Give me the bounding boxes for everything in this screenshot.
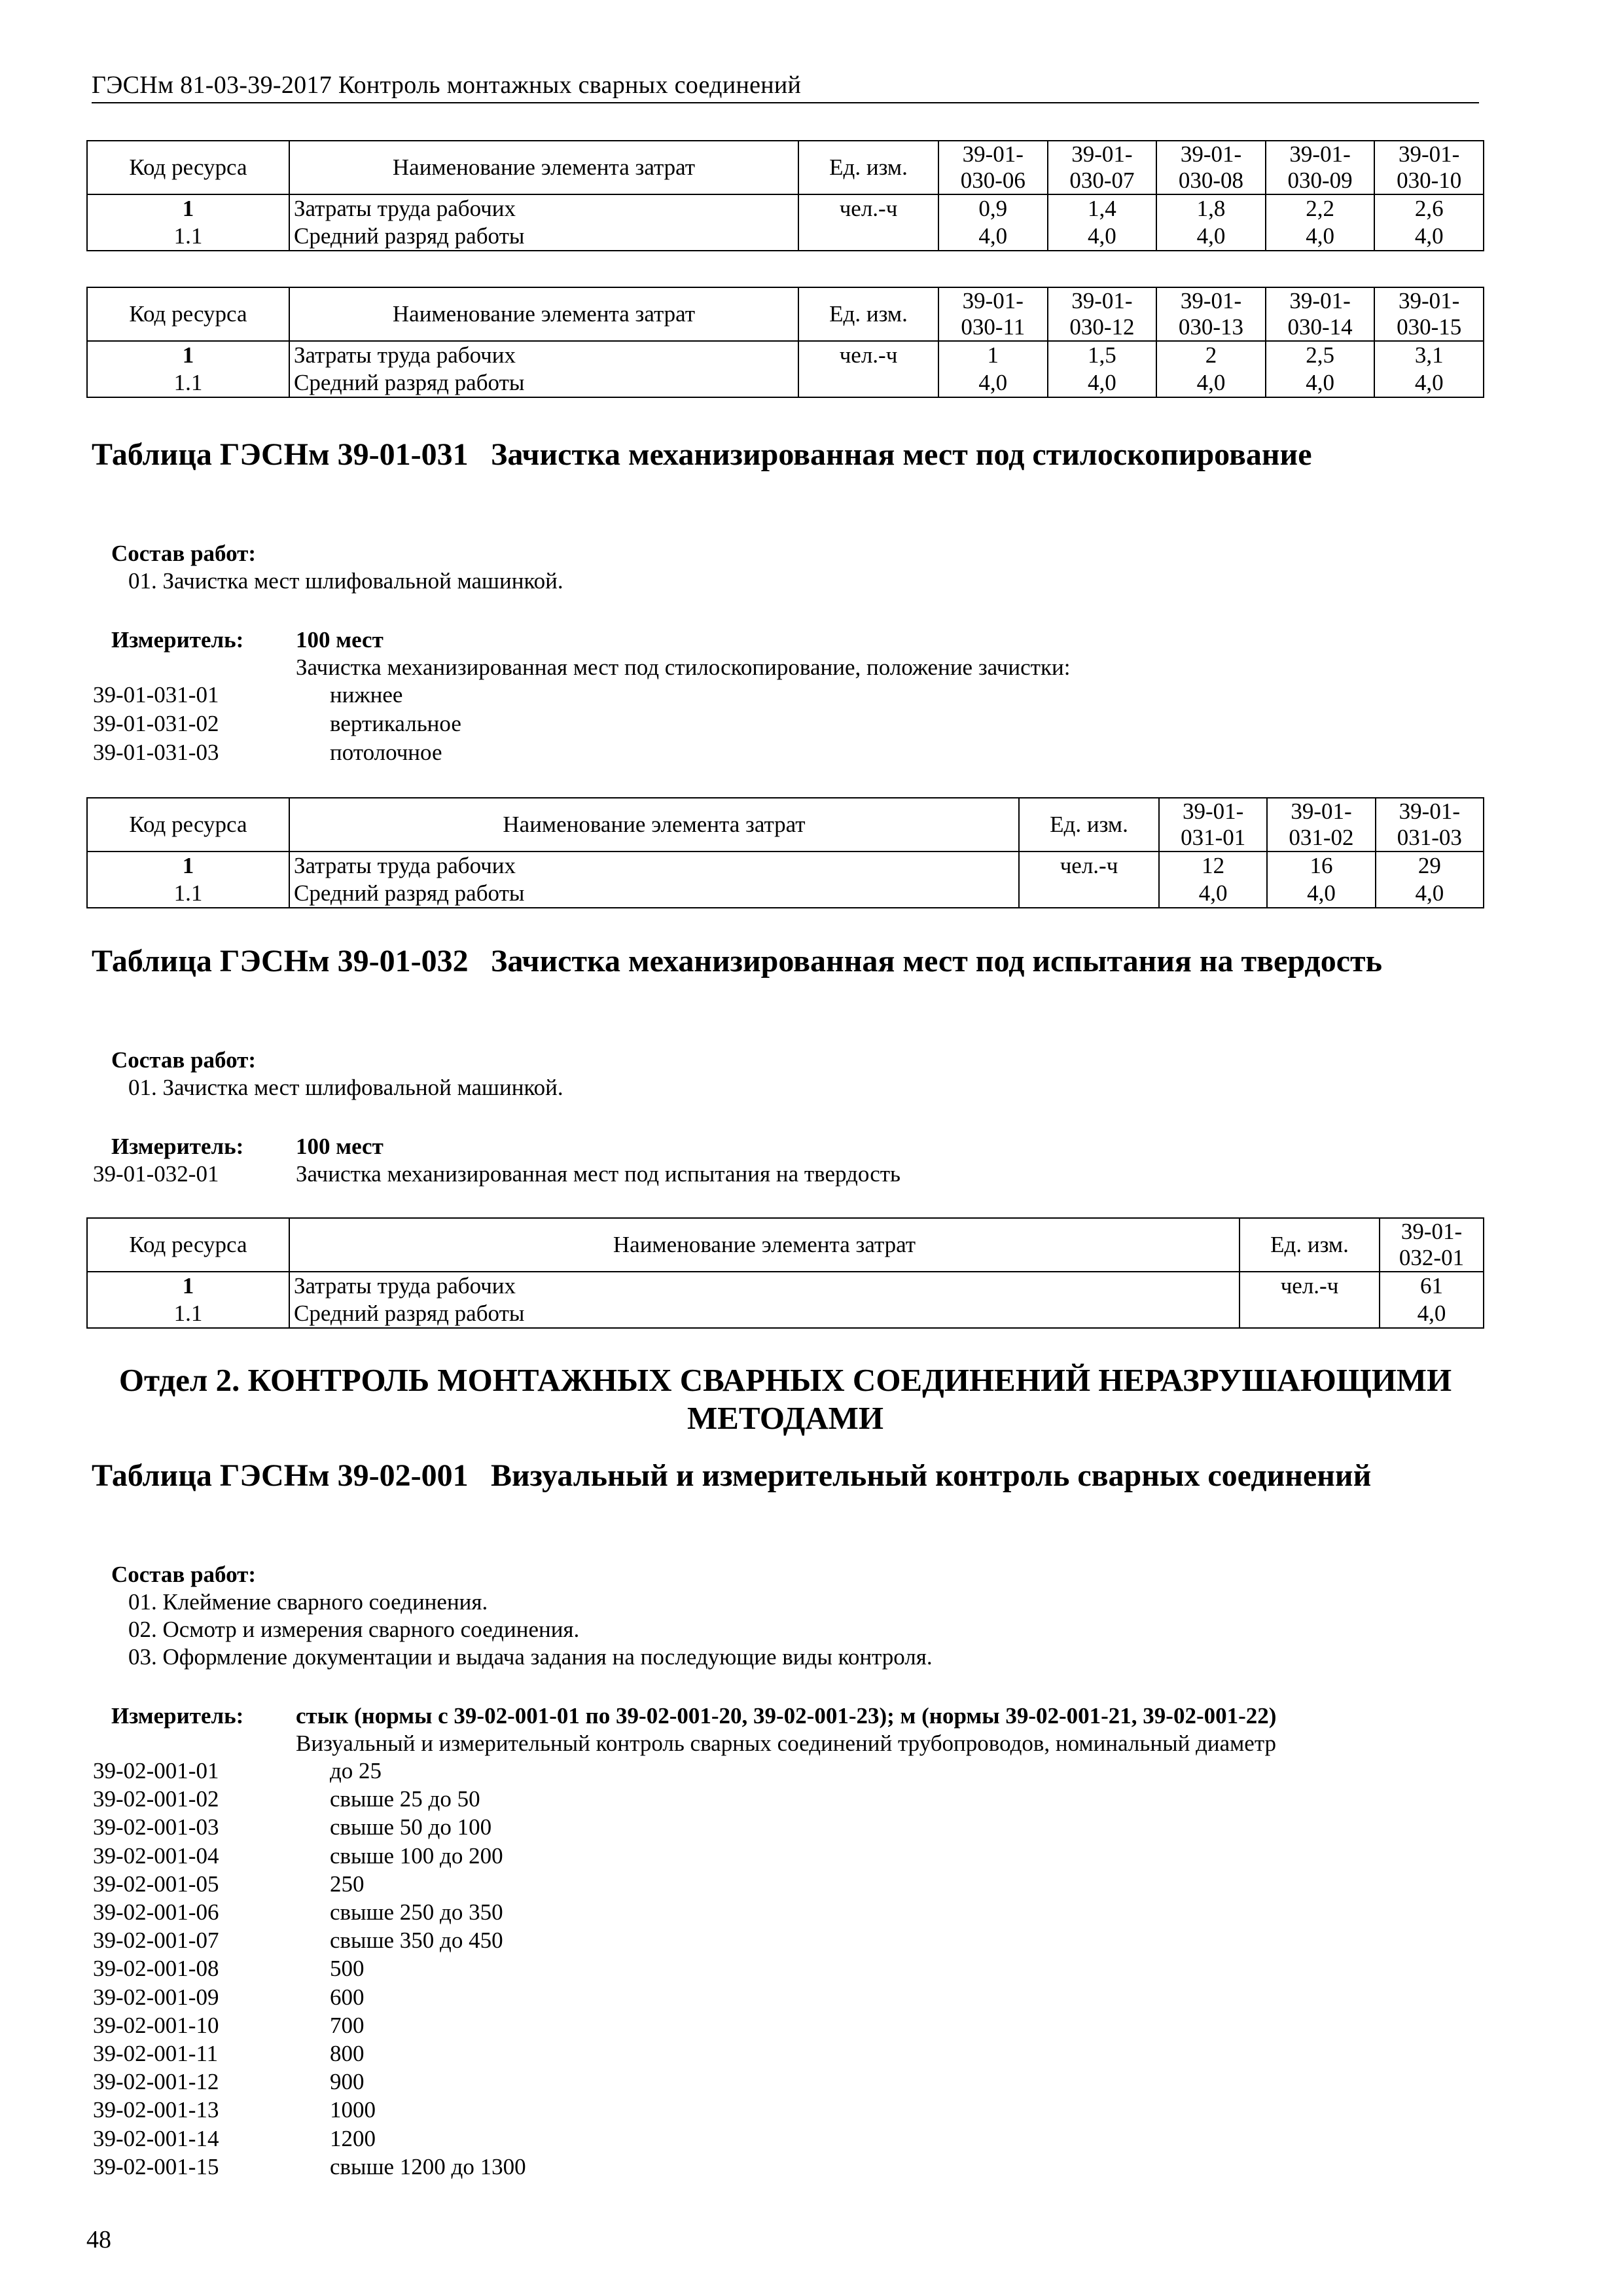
cell-value: 2,6 bbox=[1374, 194, 1484, 223]
cell-value: 2,5 bbox=[1266, 341, 1375, 369]
position-description: Визуальный и измерительный контроль сварных соединений трубопроводов, номинальный диаметр bbox=[296, 1731, 1277, 1756]
cell-value: 4,0 bbox=[1376, 880, 1484, 908]
position-name: 1200 bbox=[330, 2126, 376, 2151]
position-name: потолочное bbox=[330, 740, 442, 765]
position-name: свыше 250 до 350 bbox=[330, 1899, 503, 1925]
col-header-unit: Ед. изм. bbox=[798, 287, 938, 341]
measure-label: Измеритель: bbox=[111, 1134, 244, 1159]
col-header-norm: 39-01-030-06 bbox=[938, 141, 1048, 194]
cell-value: 4,0 bbox=[1266, 369, 1375, 397]
cell-value: 4,0 bbox=[1380, 1300, 1484, 1328]
table-header-row bbox=[87, 1218, 1484, 1272]
cell-unit-empty bbox=[1019, 880, 1159, 908]
position-name: 700 bbox=[330, 2013, 365, 2038]
col-header-norm: 39-01-031-01 bbox=[1159, 798, 1267, 852]
cell-value: 29 bbox=[1376, 852, 1484, 880]
col-header-code: Код ресурса bbox=[87, 1218, 289, 1272]
cell-code: 1 bbox=[87, 341, 289, 369]
section-title-032 bbox=[92, 942, 1486, 980]
work-item: 02. Осмотр и измерения сварного соединения. bbox=[128, 1617, 580, 1642]
position-name: свыше 350 до 450 bbox=[330, 1928, 503, 1953]
table-row-labour bbox=[87, 1272, 1484, 1300]
table-header-row bbox=[87, 798, 1484, 852]
cell-code: 1.1 bbox=[87, 1300, 289, 1328]
cell-code: 1.1 bbox=[87, 223, 289, 251]
position-name: 250 bbox=[330, 1871, 365, 1897]
cell-unit: чел.-ч bbox=[1240, 1272, 1380, 1300]
table-header-row bbox=[87, 287, 1484, 341]
cell-code: 1 bbox=[87, 194, 289, 223]
work-composition-label: Состав работ: bbox=[111, 541, 256, 566]
cell-value: 4,0 bbox=[1374, 369, 1484, 397]
table-row-grade bbox=[87, 1300, 1484, 1328]
col-header-name: Наименование элемента затрат bbox=[289, 1218, 1240, 1272]
cell-value: 4,0 bbox=[1156, 223, 1266, 251]
position-code: 39-02-001-11 bbox=[93, 2041, 219, 2066]
section-code: Таблица ГЭСНм 39-02-001 bbox=[92, 1458, 469, 1493]
work-item: 01. Зачистка мест шлифовальной машинкой. bbox=[128, 1075, 563, 1100]
position-description: Зачистка механизированная мест под стилоскопирование, положение зачистки: bbox=[296, 655, 1071, 680]
position-name: свыше 50 до 100 bbox=[330, 1814, 492, 1840]
running-header: ГЭСНм 81-03-39-2017 Контроль монтажных сварных соединений bbox=[92, 71, 1479, 103]
measure-value: 100 мест bbox=[296, 627, 383, 653]
col-header-norm: 39-01-030-10 bbox=[1374, 141, 1484, 194]
cell-value: 1,4 bbox=[1048, 194, 1157, 223]
cell-unit: чел.-ч bbox=[798, 341, 938, 369]
section-title-031 bbox=[92, 436, 1486, 474]
cell-value: 4,0 bbox=[1159, 880, 1267, 908]
position-name: Зачистка механизированная мест под испытания на твердость bbox=[296, 1161, 901, 1187]
position-name: до 25 bbox=[330, 1758, 382, 1784]
position-code: 39-02-001-01 bbox=[93, 1758, 219, 1784]
col-header-norm: 39-01-030-15 bbox=[1374, 287, 1484, 341]
resource-table-030-11-15 bbox=[86, 287, 1484, 398]
position-code: 39-01-031-01 bbox=[93, 682, 219, 708]
cell-value: 4,0 bbox=[1267, 880, 1375, 908]
col-header-norm: 39-01-030-08 bbox=[1156, 141, 1266, 194]
col-header-name: Наименование элемента затрат bbox=[289, 141, 798, 194]
col-header-norm: 39-01-030-07 bbox=[1048, 141, 1157, 194]
col-header-code: Код ресурса bbox=[87, 798, 289, 852]
cell-value: 4,0 bbox=[1156, 369, 1266, 397]
position-name: 500 bbox=[330, 1956, 365, 1981]
measure-value: 100 мест bbox=[296, 1134, 383, 1159]
resource-table-031 bbox=[86, 797, 1484, 908]
position-code: 39-02-001-02 bbox=[93, 1786, 219, 1812]
position-name: 800 bbox=[330, 2041, 365, 2066]
section-name: Зачистка механизированная мест под стилоскопирование bbox=[491, 437, 1312, 472]
section-name: Визуальный и измерительный контроль сварных соединений bbox=[491, 1458, 1372, 1493]
table-row-labour bbox=[87, 852, 1484, 880]
cell-value: 0,9 bbox=[938, 194, 1048, 223]
cell-unit-empty bbox=[798, 369, 938, 397]
col-header-name: Наименование элемента затрат bbox=[289, 798, 1019, 852]
position-name: нижнее bbox=[330, 682, 403, 708]
col-header-unit: Ед. изм. bbox=[798, 141, 938, 194]
col-header-code: Код ресурса bbox=[87, 141, 289, 194]
position-code: 39-02-001-14 bbox=[93, 2126, 219, 2151]
table-header-row bbox=[87, 141, 1484, 194]
section-code: Таблица ГЭСНм 39-01-031 bbox=[92, 437, 469, 472]
col-header-norm: 39-01-030-09 bbox=[1266, 141, 1375, 194]
position-code: 39-02-001-08 bbox=[93, 1956, 219, 1981]
cell-name: Средний разряд работы bbox=[289, 223, 798, 251]
position-code: 39-02-001-15 bbox=[93, 2154, 219, 2179]
position-code: 39-02-001-10 bbox=[93, 2013, 219, 2038]
measure-label: Измеритель: bbox=[111, 627, 244, 653]
position-code: 39-01-031-03 bbox=[93, 740, 219, 765]
col-header-norm: 39-01-030-12 bbox=[1048, 287, 1157, 341]
position-name: свыше 25 до 50 bbox=[330, 1786, 480, 1812]
cell-value: 4,0 bbox=[1048, 369, 1157, 397]
work-composition-label: Состав работ: bbox=[111, 1562, 256, 1587]
cell-name: Средний разряд работы bbox=[289, 880, 1019, 908]
work-item: 01. Зачистка мест шлифовальной машинкой. bbox=[128, 568, 563, 594]
measure-value: стык (нормы с 39-02-001-01 по 39-02-001-20, 39-02-001-23); м (нормы 39-02-001-21, 39-02-001-22) bbox=[296, 1703, 1277, 1729]
section-name: Зачистка механизированная мест под испытания на твердость bbox=[491, 944, 1382, 978]
position-code: 39-02-001-06 bbox=[93, 1899, 219, 1925]
table-row-grade bbox=[87, 369, 1484, 397]
page-number: 48 bbox=[86, 2226, 111, 2253]
department-heading: Отдел 2. КОНТРОЛЬ МОНТАЖНЫХ СВАРНЫХ СОЕДИНЕНИЙ НЕРАЗРУШАЮЩИМИ МЕТОДАМИ bbox=[118, 1362, 1452, 1436]
cell-name: Затраты труда рабочих bbox=[289, 852, 1019, 880]
cell-name: Затраты труда рабочих bbox=[289, 1272, 1240, 1300]
col-header-norm: 39-01-030-13 bbox=[1156, 287, 1266, 341]
cell-code: 1.1 bbox=[87, 369, 289, 397]
work-item: 03. Оформление документации и выдача задания на последующие виды контроля. bbox=[128, 1644, 933, 1670]
position-code: 39-02-001-12 bbox=[93, 2069, 219, 2094]
resource-table-032 bbox=[86, 1217, 1484, 1329]
col-header-norm: 39-01-031-03 bbox=[1376, 798, 1484, 852]
position-code: 39-02-001-13 bbox=[93, 2097, 219, 2123]
col-header-norm: 39-01-030-14 bbox=[1266, 287, 1375, 341]
position-name: свыше 100 до 200 bbox=[330, 1843, 503, 1869]
cell-value: 1,8 bbox=[1156, 194, 1266, 223]
section-code: Таблица ГЭСНм 39-01-032 bbox=[92, 944, 469, 978]
table-row-grade bbox=[87, 223, 1484, 251]
cell-unit: чел.-ч bbox=[798, 194, 938, 223]
table-row-grade bbox=[87, 880, 1484, 908]
table-row-labour bbox=[87, 341, 1484, 369]
table-row-labour bbox=[87, 194, 1484, 223]
cell-code: 1 bbox=[87, 852, 289, 880]
col-header-unit: Ед. изм. bbox=[1240, 1218, 1380, 1272]
position-name: 900 bbox=[330, 2069, 365, 2094]
position-name: свыше 1200 до 1300 bbox=[330, 2154, 526, 2179]
work-item: 01. Клеймение сварного соединения. bbox=[128, 1589, 488, 1615]
col-header-norm: 39-01-032-01 bbox=[1380, 1218, 1484, 1272]
position-code: 39-02-001-05 bbox=[93, 1871, 219, 1897]
cell-value: 2,2 bbox=[1266, 194, 1375, 223]
cell-name: Средний разряд работы bbox=[289, 1300, 1240, 1328]
cell-value: 4,0 bbox=[1374, 223, 1484, 251]
cell-unit: чел.-ч bbox=[1019, 852, 1159, 880]
position-code: 39-02-001-07 bbox=[93, 1928, 219, 1953]
work-composition-label: Состав работ: bbox=[111, 1047, 256, 1073]
cell-name: Затраты труда рабочих bbox=[289, 194, 798, 223]
position-code: 39-02-001-09 bbox=[93, 1984, 219, 2010]
position-name: вертикальное bbox=[330, 711, 461, 736]
cell-value: 4,0 bbox=[1048, 223, 1157, 251]
position-code: 39-01-032-01 bbox=[93, 1161, 219, 1187]
col-header-name: Наименование элемента затрат bbox=[289, 287, 798, 341]
cell-value: 61 bbox=[1380, 1272, 1484, 1300]
cell-value: 12 bbox=[1159, 852, 1267, 880]
cell-name: Затраты труда рабочих bbox=[289, 341, 798, 369]
cell-value: 4,0 bbox=[938, 223, 1048, 251]
cell-name: Средний разряд работы bbox=[289, 369, 798, 397]
position-code: 39-02-001-03 bbox=[93, 1814, 219, 1840]
col-header-norm: 39-01-031-02 bbox=[1267, 798, 1375, 852]
section-title-39-02-001 bbox=[92, 1457, 1486, 1495]
col-header-unit: Ед. изм. bbox=[1019, 798, 1159, 852]
cell-unit-empty bbox=[1240, 1300, 1380, 1328]
cell-value: 2 bbox=[1156, 341, 1266, 369]
cell-value: 1,5 bbox=[1048, 341, 1157, 369]
cell-unit-empty bbox=[798, 223, 938, 251]
col-header-code: Код ресурса bbox=[87, 287, 289, 341]
cell-value: 4,0 bbox=[938, 369, 1048, 397]
resource-table-030-06-10 bbox=[86, 140, 1484, 251]
measure-label: Измеритель: bbox=[111, 1703, 244, 1729]
position-code: 39-01-031-02 bbox=[93, 711, 219, 736]
position-name: 1000 bbox=[330, 2097, 376, 2123]
cell-value: 16 bbox=[1267, 852, 1375, 880]
col-header-norm: 39-01-030-11 bbox=[938, 287, 1048, 341]
cell-code: 1 bbox=[87, 1272, 289, 1300]
position-name: 600 bbox=[330, 1984, 365, 2010]
cell-value: 3,1 bbox=[1374, 341, 1484, 369]
cell-value: 1 bbox=[938, 341, 1048, 369]
cell-value: 4,0 bbox=[1266, 223, 1375, 251]
cell-code: 1.1 bbox=[87, 880, 289, 908]
position-code: 39-02-001-04 bbox=[93, 1843, 219, 1869]
